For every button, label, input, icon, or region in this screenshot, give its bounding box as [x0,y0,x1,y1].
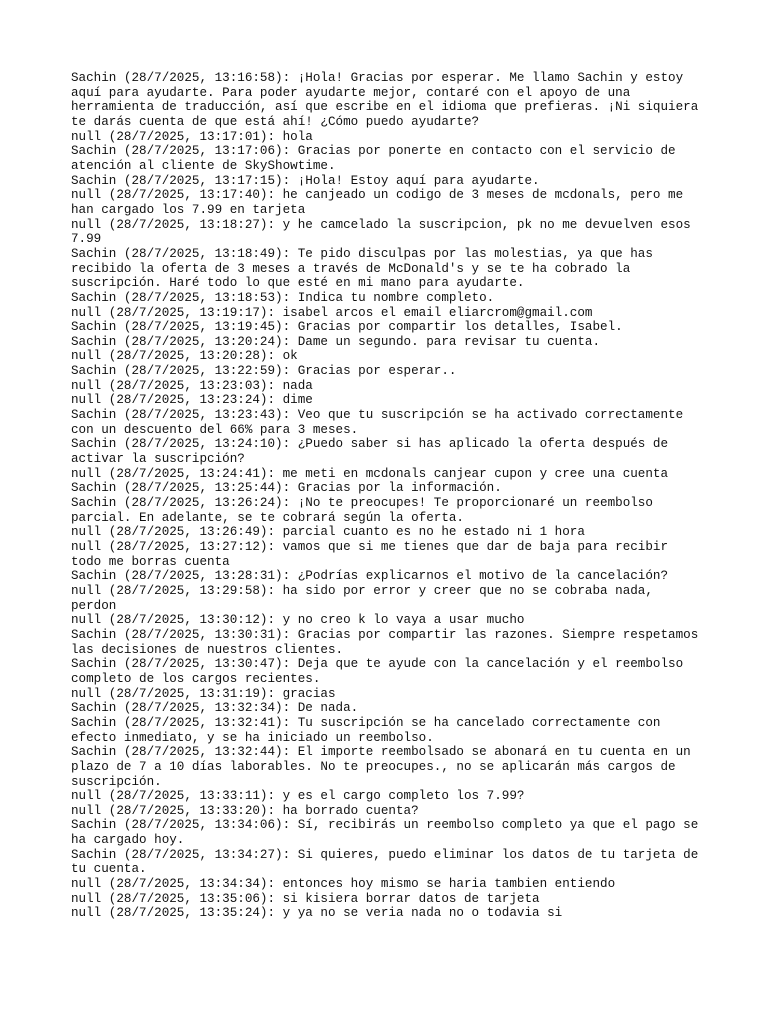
message-line: Sachin (28/7/2025, 13:32:44): El importe reembolsado se abonará en tu cuenta en un plazo de 7 a 10 días laborables. No te preocupes., no se aplicarán más cargos de suscripción. [71,745,699,789]
message-line: null (28/7/2025, 13:18:27): y he camcelado la suscripcion, pk no me devuelven esos 7.99 [71,217,699,247]
message-line: Sachin (28/7/2025, 13:34:06): Sí, recibirás un reembolso completo ya que el pago se ha cargado hoy. [71,818,706,848]
message-line: Sachin (28/7/2025, 13:28:31): ¿Podrías explicarnos el motivo de la cancelación? [71,569,669,584]
message-line: Sachin (28/7/2025, 13:34:27): Si quieres, puedo eliminar los datos de tu tarjeta de tu cuenta. [71,847,706,877]
message-line: Sachin (28/7/2025, 13:25:44): Gracias por la información. [71,481,502,496]
message-line: Sachin (28/7/2025, 13:32:41): Tu suscripción se ha cancelado correctamente con efecto inmediato, y se ha iniciado un reembolso. [71,715,669,745]
message-line: null (28/7/2025, 13:20:28): ok [71,349,298,364]
chat-transcript [71,71,705,921]
message-line: Sachin (28/7/2025, 13:18:53): Indica tu nombre completo. [71,290,495,305]
message-line: null (28/7/2025, 13:27:12): vamos que si me tienes que dar de baja para recibir todo me borras cuenta [71,540,676,569]
message-line: Sachin (28/7/2025, 13:20:24): Dame un segundo. para revisar tu cuenta. [71,334,601,349]
message-line: null (28/7/2025, 13:35:06): si kisiera borrar datos de tarjeta [71,891,540,906]
message-line: null (28/7/2025, 13:31:19): gracias [71,686,336,701]
message-line: null (28/7/2025, 13:33:11): y es el cargo completo los 7.99? [71,789,525,804]
message-line: null (28/7/2025, 13:35:24): y ya no se veria nada no o todavia si [71,906,563,921]
message-line: null (28/7/2025, 13:30:12): y no creo k lo vaya a usar mucho [71,613,525,628]
message-line: Sachin (28/7/2025, 13:18:49): Te pido disculpas por las molestias, ya que has recibido la oferta de 3 meses a través de McDonald's y se te ha cobrado la suscripción. Haré todo lo que esté en mi mano para ayudarte. [71,246,661,291]
message-line: Sachin (28/7/2025, 13:32:34): De nada. [71,701,359,716]
message-line: Sachin (28/7/2025, 13:22:59): Gracias por esperar.. [71,364,457,379]
message-line: Sachin (28/7/2025, 13:30:31): Gracias por compartir las razones. Siempre respetamos las decisiones de nuestros clientes. [71,627,706,657]
message-line: Sachin (28/7/2025, 13:16:58): ¡Hola! Gracias por esperar. Me llamo Sachin y estoy aquí para ayudarte. Para poder ayudarte mejor, contaré con el apoyo de una herramienta de traducción, así que escribe en el idioma que prefieras. ¡Ni siquiera te darás cuenta de que está ahí! ¿Cómo puedo ayudarte? [71,71,706,129]
message-line: null (28/7/2025, 13:29:58): ha sido por error y creer que no se cobraba nada, perdon [71,583,661,613]
message-line: null (28/7/2025, 13:23:24): dime [71,393,313,408]
message-line: Sachin (28/7/2025, 13:30:47): Deja que te ayude con la cancelación y el reembolso completo de los cargos recientes. [71,657,691,686]
message-line: null (28/7/2025, 13:33:20): ha borrado cuenta? [71,803,419,818]
message-line: Sachin (28/7/2025, 13:24:10): ¿Puedo saber si has aplicado la oferta después de activar la suscripción? [71,437,676,467]
message-line: Sachin (28/7/2025, 13:17:06): Gracias por ponerte en contacto con el servicio de atención al cliente de SkyShowtime. [71,144,684,173]
message-line: null (28/7/2025, 13:24:41): me meti en mcdonals canjear cupon y cree una cuenta [71,466,669,481]
message-line: Sachin (28/7/2025, 13:19:45): Gracias por compartir los detalles, Isabel. [71,320,623,335]
message-line: Sachin (28/7/2025, 13:26:24): ¡No te preocupes! Te proporcionaré un reembolso parcial. En adelante, se te cobrará según la oferta. [71,496,661,525]
message-line: null (28/7/2025, 13:34:34): entonces hoy mismo se haria tambien entiendo [71,877,616,892]
message-line: null (28/7/2025, 13:19:17): isabel arcos el email eliarcrom@gmail.com [71,305,593,320]
message-line: Sachin (28/7/2025, 13:17:15): ¡Hola! Estoy aquí para ayudarte. [71,173,540,188]
message-line: null (28/7/2025, 13:17:40): he canjeado un codigo de 3 meses de mcdonals, pero me han cargado los 7.99 en tarjeta [71,188,691,217]
message-line: Sachin (28/7/2025, 13:23:43): Veo que tu suscripción se ha activado correctamente con un descuento del 66% para 3 meses. [71,408,691,437]
message-line: null (28/7/2025, 13:17:01): hola [71,129,313,144]
message-line: null (28/7/2025, 13:26:49): parcial cuanto es no he estado ni 1 hora [71,525,585,540]
message-line: null (28/7/2025, 13:23:03): nada [71,378,313,393]
